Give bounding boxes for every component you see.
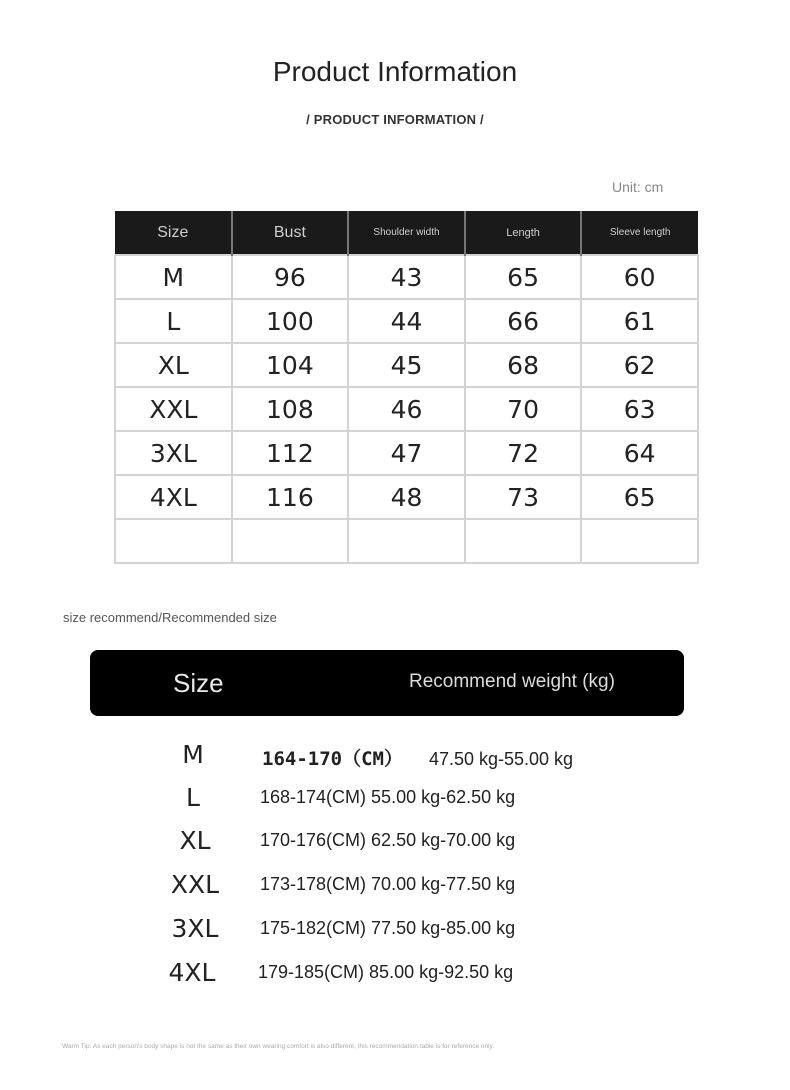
list-item [0,783,790,823]
size-chart-table [114,211,699,564]
recommend-height: 179-185(CM) [258,962,365,982]
column-header-shoulder-width: Shoulder width [348,211,465,255]
recommend-height: 168-174(CM) [260,787,367,807]
cell-size: L [115,299,232,343]
recommend-size: M [182,740,204,769]
cell-size: XXL [115,387,232,431]
cell-size: 4XL [115,475,232,519]
cell-sleeve-length: 62 [581,343,698,387]
recommend-weight: 85.00 kg-92.50 kg [369,962,514,982]
recommend-size: 4XL [168,958,216,987]
recommend-height: 170-176(CM) [260,830,367,850]
warm-tip: Warm Tip: As each person's body shape is not the same as their own wearing comfort is also different, this recommendation table is for reference only. [62,1043,495,1050]
column-header-sleeve-length: Sleeve length [581,211,698,255]
table-row [115,255,698,299]
cell-sleeve-length: 61 [581,299,698,343]
table-row [115,387,698,431]
recommend-weight: 70.00 kg-77.50 kg [371,874,516,894]
column-header-bust: Bust [232,211,349,255]
unit-label: Unit: cm [612,179,664,195]
cell-size: 3XL [115,431,232,475]
cell-bust: 96 [232,255,349,299]
cell-sleeve-length: 64 [581,431,698,475]
recommend-header-size: Size [173,668,224,698]
recommend-info [260,918,515,939]
recommend-height: 173-178(CM) [260,874,367,894]
cell-length: 72 [465,431,582,475]
recommend-weight: 47.50 kg-55.00 kg [428,749,574,769]
cell-sleeve-length: 60 [581,255,698,299]
table-row [115,299,698,343]
cell-shoulder-width: 48 [348,475,465,519]
size-chart-header-row [115,211,698,255]
recommend-weight: 62.50 kg-70.00 kg [371,830,516,850]
recommend-weight: 77.50 kg-85.00 kg [371,918,516,938]
list-item [0,870,790,910]
list-item [0,914,790,954]
recommend-size: 3XL [171,914,219,943]
table-row-empty [115,519,698,563]
page-subtitle: / PRODUCT INFORMATION / [306,112,484,127]
recommend-size: L [186,783,200,812]
cell-length: 68 [465,343,582,387]
cell-length: 65 [465,255,582,299]
page-title: Product Information [272,56,518,87]
cell-bust: 108 [232,387,349,431]
cell-length: 73 [465,475,582,519]
recommend-header-weight: Recommend weight (kg) [409,671,615,692]
cell-length: 66 [465,299,582,343]
recommend-height: 175-182(CM) [260,918,367,938]
recommend-info [260,787,515,808]
cell-size: XL [115,343,232,387]
column-header-size: Size [115,211,232,255]
cell-bust: 100 [232,299,349,343]
cell-shoulder-width: 46 [348,387,465,431]
recommend-info [260,874,515,895]
recommend-height: 164-170（CM） [262,748,403,770]
cell-bust: 104 [232,343,349,387]
empty-cell [115,519,232,563]
empty-cell [232,519,349,563]
list-item [0,740,790,780]
table-row [115,475,698,519]
recommend-size: XXL [170,870,220,899]
cell-sleeve-length: 63 [581,387,698,431]
cell-sleeve-length: 65 [581,475,698,519]
cell-size: M [115,255,232,299]
cell-shoulder-width: 44 [348,299,465,343]
table-row [115,431,698,475]
recommend-info [260,830,515,851]
cell-shoulder-width: 47 [348,431,465,475]
cell-bust: 116 [232,475,349,519]
list-item [0,826,790,866]
size-chart-body [115,255,698,563]
recommend-info [258,962,513,983]
cell-shoulder-width: 43 [348,255,465,299]
recommend-info [262,744,573,771]
cell-bust: 112 [232,431,349,475]
empty-cell [581,519,698,563]
empty-cell [348,519,465,563]
list-item [0,958,790,998]
recommend-header-bar [90,650,684,716]
cell-length: 70 [465,387,582,431]
recommend-size: XL [179,826,211,855]
empty-cell [465,519,582,563]
recommend-weight: 55.00 kg-62.50 kg [371,787,516,807]
column-header-length: Length [465,211,582,255]
cell-shoulder-width: 45 [348,343,465,387]
recommend-section-label: size recommend/Recommended size [63,610,277,625]
table-row [115,343,698,387]
